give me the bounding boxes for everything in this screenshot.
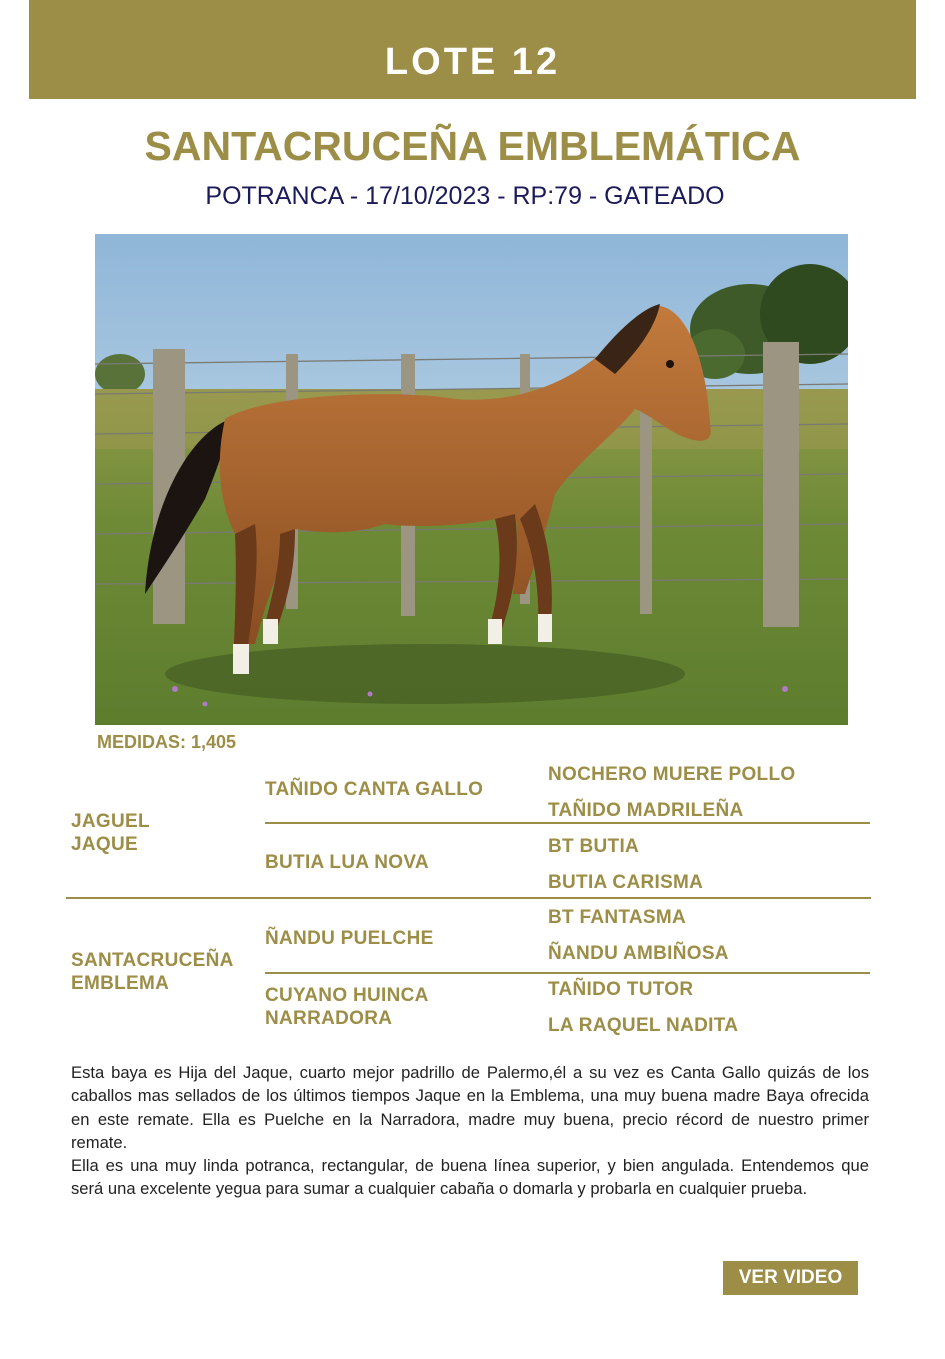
description <box>71 1061 869 1201</box>
measures-label: MEDIDAS: 1,405 <box>97 732 237 752</box>
lot-title: LOTE 12 <box>384 41 561 83</box>
pedigree-divider-dam <box>265 972 870 974</box>
sire-dam-name: BUTIA LUA NOVA <box>265 852 429 873</box>
great-grandparent-6: ÑANDU AMBIÑOSA <box>548 943 729 964</box>
great-grandparent-1: NOCHERO MUERE POLLO <box>548 764 796 785</box>
horse-details: POTRANCA - 17/10/2023 - RP:79 - GATEADO <box>205 182 725 210</box>
pedigree-divider-sire <box>265 822 870 824</box>
horse-photo <box>95 234 848 725</box>
description-paragraph-1: Esta baya es Hija del Jaque, cuarto mejor padrillo de Palermo,él a su vez es Canta Gallo quizás de los caballos mas sellados de los últimos tiempos Jaque en la Emblema, una muy buena madre Baya ofrecida en este remate. Ella es Puelche en la Narradora, madre muy buena, precio récord de nuestro primer remate. <box>71 1063 869 1152</box>
dam-sire-name: ÑANDU PUELCHE <box>265 928 434 949</box>
great-grandparent-5: BT FANTASMA <box>548 907 687 928</box>
description-paragraph-2: Ella es una muy linda potranca, rectangular, de buena línea superior, y bien angulada. Entendemos que será una excelente yegua para sumar a cualquier cabaña o domarla y probarla en cualquier prueba. <box>71 1156 869 1199</box>
sire-sire-name: TAÑIDO CANTA GALLO <box>265 779 484 800</box>
dam-name-line1: SANTACRUCEÑA <box>71 950 234 971</box>
great-grandparent-3: BT BUTIA <box>548 836 640 857</box>
sire-name-line2: JAQUE <box>71 834 138 855</box>
dam-name <box>71 949 234 995</box>
dam-dam-line2: NARRADORA <box>265 1008 393 1029</box>
great-grandparent-8: LA RAQUEL NADITA <box>548 1015 739 1036</box>
dam-dam-line1: CUYANO HUINCA <box>265 985 429 1006</box>
sire-name <box>71 810 150 856</box>
watch-video-button[interactable]: VER VIDEO <box>723 1261 858 1295</box>
dam-dam-name <box>265 984 429 1030</box>
great-grandparent-4: BUTIA CARISMA <box>548 872 704 893</box>
pedigree-divider-main <box>66 897 871 899</box>
great-grandparent-7: TAÑIDO TUTOR <box>548 979 694 1000</box>
dam-name-line2: EMBLEMA <box>71 973 170 994</box>
sire-name-line1: JAGUEL <box>71 811 150 832</box>
horse-name: SANTACRUCEÑA EMBLEMÁTICA <box>144 123 801 169</box>
great-grandparent-2: TAÑIDO MADRILEÑA <box>548 800 744 821</box>
